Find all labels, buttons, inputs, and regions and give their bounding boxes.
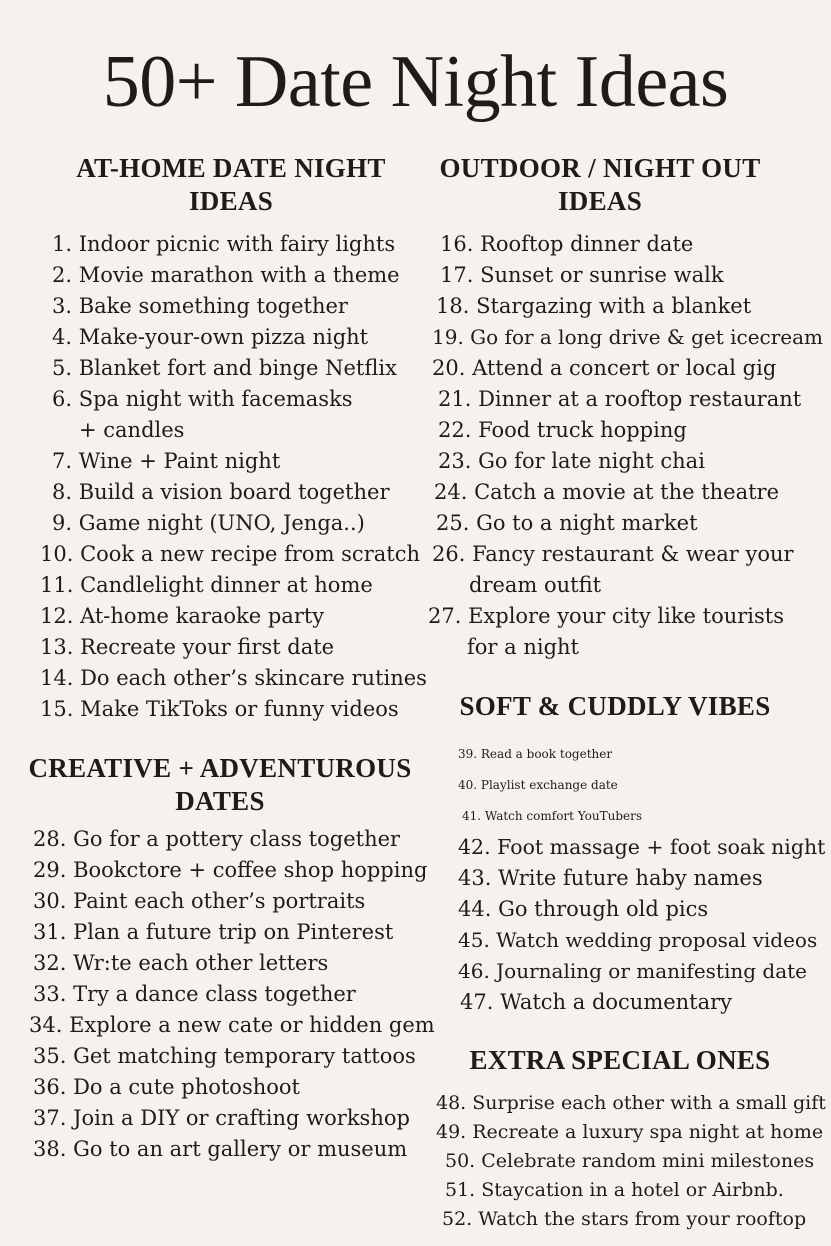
list-item-continuation: dream outfit bbox=[469, 573, 602, 597]
list-item: 49. Recreate a luxury spa night at home bbox=[436, 1121, 824, 1143]
heading-line: OUTDOOR / NIGHT OUT bbox=[439, 153, 761, 183]
list-item: 28. Go for a pottery class together bbox=[33, 827, 401, 851]
list-item: 15. Make TikToks or funny videos bbox=[40, 697, 399, 721]
list-item: 24. Catch a movie at the theatre bbox=[434, 480, 780, 504]
list-item: 11. Candlelight dinner at home bbox=[40, 573, 373, 597]
list-item: 51. Staycation in a hotel or Airbnb. bbox=[445, 1179, 784, 1201]
list-item: 50. Celebrate random mini milestones bbox=[445, 1150, 815, 1172]
heading-line: CREATIVE + ADVENTUROUS bbox=[28, 753, 412, 783]
section-heading-outdoor bbox=[420, 152, 780, 218]
list-item: 5. Blanket fort and binge Netflix bbox=[52, 356, 397, 380]
list-item: 13. Recreate your first date bbox=[40, 635, 335, 659]
list-item: 34. Explore a new cate or hidden gem bbox=[29, 1013, 435, 1037]
list-item: 6. Spa night with facemasks bbox=[52, 387, 353, 411]
list-item: 20. Attend a concert or local gig bbox=[432, 356, 777, 380]
list-item: 21. Dinner at a rooftop restaurant bbox=[438, 387, 802, 411]
section-heading-at-home bbox=[36, 152, 426, 218]
list-item: 12. At-home karaoke party bbox=[40, 604, 325, 628]
section-heading-creative bbox=[25, 752, 415, 818]
list-item: 52. Watch the stars from your rooftop bbox=[442, 1208, 807, 1230]
list-item: 30. Paint each other’s portraits bbox=[33, 889, 366, 913]
list-item-continuation: for a night bbox=[467, 635, 579, 659]
list-item-continuation: + candles bbox=[79, 418, 185, 442]
heading-line: AT-HOME DATE NIGHT bbox=[76, 153, 386, 183]
list-item: 36. Do a cute photoshoot bbox=[33, 1075, 300, 1099]
list-item: 19. Go for a long drive & get icecream bbox=[432, 325, 824, 349]
list-item-continued bbox=[432, 632, 823, 663]
list-item: 18. Stargazing with a blanket bbox=[436, 294, 752, 318]
outdoor-list bbox=[428, 229, 824, 663]
list-item: 7. Wine + Paint night bbox=[52, 449, 281, 473]
list-item: 17. Sunset or sunrise walk bbox=[440, 263, 724, 287]
page-title: 50+ Date Night Ideas bbox=[102, 41, 729, 123]
list-item: 8. Build a vision board together bbox=[52, 480, 390, 504]
list-item: 38. Go to an art gallery or museum bbox=[33, 1137, 408, 1161]
list-item: 42. Foot massage + foot soak night bbox=[458, 835, 826, 859]
list-item: 41. Watch comfort YouTubers bbox=[462, 809, 643, 823]
list-item: 14. Do each other’s skincare rutines bbox=[40, 666, 427, 690]
list-item-continued bbox=[432, 570, 823, 601]
list-item: 45. Watch wedding proposal videos bbox=[458, 928, 818, 952]
heading-line: SOFT & CUDDLY VIBES bbox=[459, 691, 771, 721]
list-item: 44. Go through old pics bbox=[458, 897, 709, 921]
list-item: 29. Bookctore + coffee shop hopping bbox=[33, 858, 428, 882]
heading-line: DATES bbox=[175, 786, 265, 816]
list-item: 31. Plan a future trip on Pinterest bbox=[33, 920, 394, 944]
list-item: 39. Read a book together bbox=[458, 747, 613, 761]
list-item: 27. Explore your city like tourists bbox=[428, 604, 785, 628]
list-item: 40. Playlist exchange date bbox=[458, 778, 618, 792]
list-item-continued bbox=[52, 415, 427, 446]
heading-line: IDEAS bbox=[557, 186, 643, 216]
list-item: 1. Indoor picnic with fairy lights bbox=[52, 232, 396, 256]
list-item: 4. Make-your-own pizza night bbox=[52, 325, 369, 349]
list-item: 2. Movie marathon with a theme bbox=[52, 263, 400, 287]
at-home-list bbox=[40, 229, 427, 725]
list-item: 43. Write future haby names bbox=[458, 866, 763, 890]
list-item: 3. Bake something together bbox=[52, 294, 348, 318]
list-item: 47. Watch a documentary bbox=[460, 990, 733, 1014]
list-item: 33. Try a dance class together bbox=[33, 982, 356, 1006]
creative-list bbox=[29, 824, 435, 1165]
extra-list bbox=[436, 1089, 826, 1234]
soft-list bbox=[458, 739, 825, 1018]
list-item: 26. Fancy restaurant & wear your bbox=[432, 542, 794, 566]
list-item: 10. Cook a new recipe from scratch bbox=[40, 542, 420, 566]
list-item: 37. Join a DIY or crafting workshop bbox=[33, 1106, 410, 1130]
list-item: 25. Go to a night market bbox=[436, 511, 698, 535]
list-item: 35. Get matching temporary tattoos bbox=[33, 1044, 416, 1068]
list-item: 46. Journaling or manifesting date bbox=[458, 959, 808, 983]
list-item: 16. Rooftop dinner date bbox=[440, 232, 694, 256]
section-heading-soft bbox=[440, 690, 790, 723]
list-item: 9. Game night (UNO, Jenga..) bbox=[52, 511, 365, 535]
heading-line: IDEAS bbox=[188, 186, 274, 216]
heading-line: EXTRA SPECIAL ONES bbox=[469, 1045, 771, 1075]
list-item: 23. Go for late night chai bbox=[438, 449, 705, 473]
section-heading-extra bbox=[445, 1044, 795, 1077]
list-item: 32. Wr:te each other letters bbox=[33, 951, 329, 975]
list-item: 22. Food truck hopping bbox=[438, 418, 687, 442]
list-item: 48. Surprise each other with a small gift bbox=[436, 1092, 826, 1114]
